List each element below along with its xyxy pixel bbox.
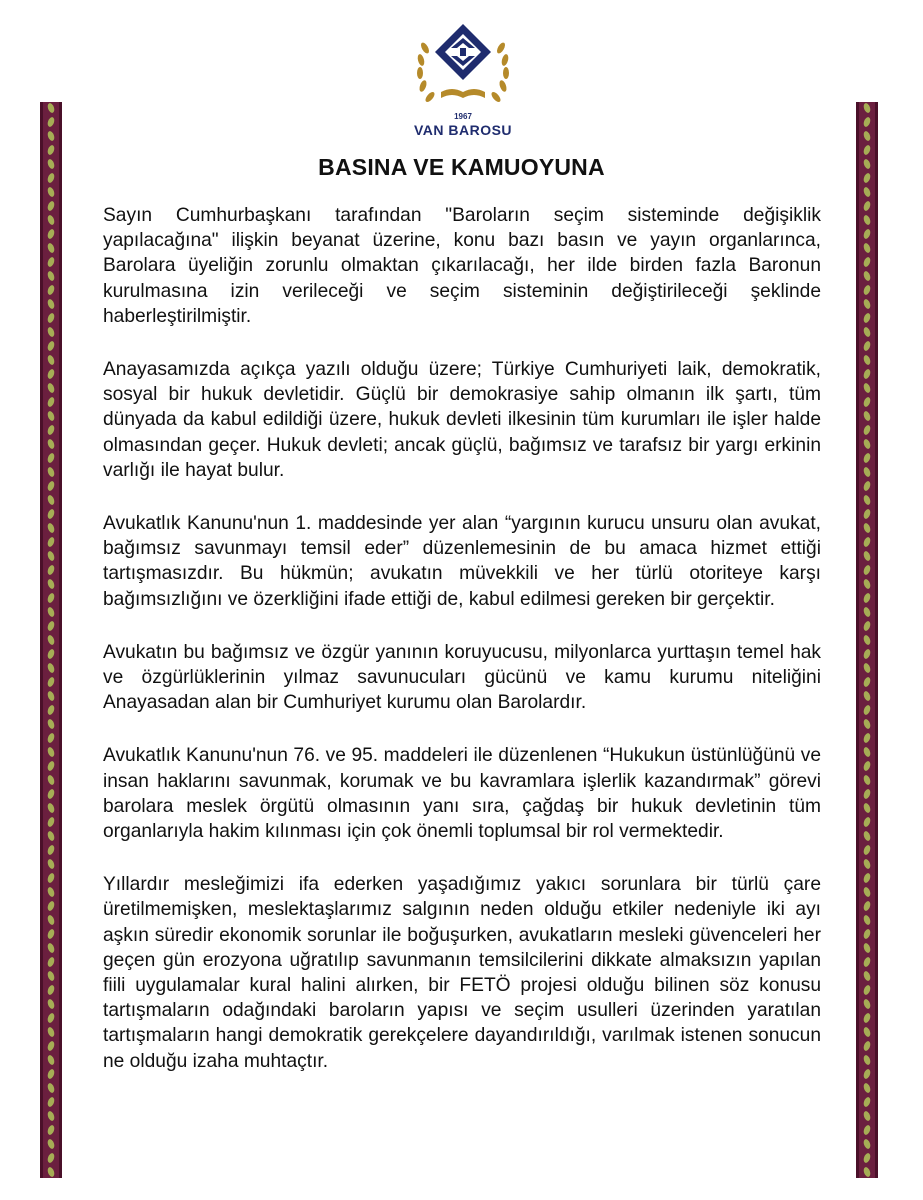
border-leaf-ornament [862,1138,871,1149]
border-leaf-ornament [862,368,871,379]
border-leaf-ornament [46,634,55,645]
border-leaf-ornament [862,270,871,281]
border-leaf-ornament [862,1096,871,1107]
border-leaf-ornament [862,564,871,575]
border-leaf-ornament [46,1054,55,1065]
border-leaf-ornament [46,732,55,743]
border-leaf-ornament [46,228,55,239]
border-leaf-ornament [862,480,871,491]
border-leaf-ornament [46,886,55,897]
border-leaf-ornament [46,340,55,351]
border-leaf-ornament [46,956,55,967]
border-leaf-ornament [862,424,871,435]
border-leaf-ornament [862,116,871,127]
border-leaf-ornament [862,956,871,967]
border-leaf-ornament [862,760,871,771]
border-leaf-ornament [862,536,871,547]
border-leaf-ornament [46,788,55,799]
border-leaf-ornament [46,298,55,309]
border-leaf-ornament [46,102,55,113]
border-leaf-ornament [46,130,55,141]
border-leaf-ornament [862,1054,871,1065]
border-leaf-ornament [46,326,55,337]
logo-year: 1967 [454,112,472,121]
border-leaf-ornament [862,298,871,309]
border-leaf-ornament [46,494,55,505]
border-leaf-ornament [46,900,55,911]
border-leaf-ornament [862,746,871,757]
border-leaf-ornament [46,1138,55,1149]
page-title: BASINA VE KAMUOYUNA [318,154,605,180]
border-leaf-ornament [46,970,55,981]
border-leaf-ornament [862,858,871,869]
border-leaf-ornament [46,704,55,715]
border-leaf-ornament [862,578,871,589]
border-leaf-ornament [862,214,871,225]
border-leaf-ornament [862,1012,871,1023]
border-leaf-ornament [46,690,55,701]
border-leaf-ornament [862,550,871,561]
border-leaf-ornament [862,326,871,337]
border-leaf-ornament [46,116,55,127]
border-leaf-ornament [46,256,55,267]
border-leaf-ornament [862,1124,871,1135]
border-leaf-ornament [46,858,55,869]
border-leaf-ornament [862,410,871,421]
border-leaf-ornament [46,368,55,379]
border-leaf-ornament [862,886,871,897]
border-leaf-ornament [46,424,55,435]
border-leaf-ornament [862,438,871,449]
border-leaf-ornament [46,816,55,827]
border-leaf-ornament [862,102,871,113]
border-leaf-ornament [46,998,55,1009]
border-leaf-ornament [46,480,55,491]
border-leaf-ornament [862,620,871,631]
border-leaf-ornament [46,186,55,197]
right-border-pattern [859,102,875,1178]
border-leaf-ornament [862,928,871,939]
border-leaf-ornament [862,1166,871,1177]
border-leaf-ornament [862,900,871,911]
border-leaf-ornament [862,494,871,505]
border-leaf-ornament [46,214,55,225]
border-leaf-ornament [862,802,871,813]
border-leaf-ornament [862,242,871,253]
left-border-pattern [43,102,59,1178]
border-leaf-ornament [46,550,55,561]
border-leaf-ornament [862,284,871,295]
border-leaf-ornament [862,200,871,211]
paragraph-3: Avukatlık Kanunu'nun 1. maddesinde yer alan “yargının kurucu unsuru olan avukat, bağımsız savunmayı temsil eder” düzenlemesinin de bu amaca hizmet ettiği tartışmasızdır. Bu hükmün; avukatın müvekkili ve her türlü otoriteye karşı bağımsızlığını ve özerkliğini ifade ettiği de, kabul edilmesi gereken bir gerçektir. [103,513,821,610]
border-leaf-ornament [862,1152,871,1163]
border-leaf-ornament [46,382,55,393]
border-leaf-ornament [46,536,55,547]
border-leaf-ornament [862,662,871,673]
paragraph-2: Anayasamızda açıkça yazılı olduğu üzere; Türkiye Cumhuriyeti laik, demokratik, sosyal bir hukuk devletidir. Güçlü bir demokrasiye sahip olmanın ilk şartı, tüm dünyada da kabul edildiği üzere, hukuk devleti ilkesinin tüm kurumları ile işler halde olmasından geçer. Hukuk devleti; ancak güçlü, bağımsız ve tarafsız bir yargı erkinin varlığı ile hayat bulur. [103,359,821,481]
border-leaf-ornament [46,648,55,659]
border-leaf-ornament [46,676,55,687]
border-leaf-ornament [862,522,871,533]
border-leaf-ornament [46,914,55,925]
border-leaf-ornament [862,256,871,267]
border-leaf-ornament [862,788,871,799]
paragraph-5: Avukatlık Kanunu'nun 76. ve 95. maddeleri ile düzenlenen “Hukukun üstünlüğünü ve insan haklarını savunmak, korumak ve bu kavramlara işlerlik kazandırmak” görevi barolara meslek örgütü olmasının yanı sıra, çağdaş bir hukuk devletinin tüm organlarıyla hakim kılınması için çok önemli toplumsal bir rol vermektedir. [103,745,821,843]
border-leaf-ornament [862,382,871,393]
border-leaf-ornament [46,928,55,939]
border-leaf-ornament [46,466,55,477]
border-leaf-ornament [862,130,871,141]
border-leaf-ornament [862,830,871,841]
border-leaf-ornament [46,396,55,407]
border-leaf-ornament [46,270,55,281]
border-leaf-ornament [46,578,55,589]
border-leaf-ornament [862,774,871,785]
border-leaf-ornament [46,1124,55,1135]
border-leaf-ornament [46,1012,55,1023]
border-leaf-ornament [46,452,55,463]
border-leaf-ornament [46,942,55,953]
border-leaf-ornament [46,1068,55,1079]
border-leaf-ornament [46,508,55,519]
border-leaf-ornament [862,466,871,477]
paragraph-4: Avukatın bu bağımsız ve özgür yanının koruyucusu, milyonlarca yurttaşın temel hak ve özgürlüklerinin yılmaz savunucuları gücünü ve kamu kurumu niteliğini Anayasadan alan bir Cumhuriyet kurumu olan Barolardır. [103,641,821,714]
border-leaf-ornament [46,410,55,421]
logo-name: VAN BAROSU [413,122,513,138]
border-leaf-ornament [862,508,871,519]
border-leaf-ornament [46,844,55,855]
border-leaf-ornament [862,914,871,925]
border-leaf-ornament [862,704,871,715]
border-leaf-ornament [46,1026,55,1037]
border-leaf-ornament [862,396,871,407]
border-leaf-ornament [46,284,55,295]
logo-emblem-icon [411,18,515,118]
border-leaf-ornament [862,592,871,603]
border-leaf-ornament [46,1152,55,1163]
border-leaf-ornament [46,1110,55,1121]
border-leaf-ornament [862,816,871,827]
border-leaf-ornament [46,718,55,729]
border-leaf-ornament [862,606,871,617]
border-leaf-ornament [46,606,55,617]
border-leaf-ornament [46,984,55,995]
border-leaf-ornament [862,228,871,239]
border-leaf-ornament [46,1096,55,1107]
statement-body [103,203,821,1074]
border-leaf-ornament [862,942,871,953]
border-leaf-ornament [862,844,871,855]
border-leaf-ornament [862,676,871,687]
border-leaf-ornament [46,354,55,365]
right-decorative-border [856,102,878,1178]
border-leaf-ornament [46,746,55,757]
border-leaf-ornament [862,1040,871,1051]
border-leaf-ornament [862,312,871,323]
border-leaf-ornament [46,522,55,533]
border-leaf-ornament [862,634,871,645]
border-leaf-ornament [46,1040,55,1051]
border-leaf-ornament [46,774,55,785]
border-leaf-ornament [862,984,871,995]
van-barosu-logo [411,18,515,146]
border-leaf-ornament [862,452,871,463]
border-leaf-ornament [862,718,871,729]
border-leaf-ornament [46,872,55,883]
border-leaf-ornament [46,592,55,603]
border-leaf-ornament [46,438,55,449]
border-leaf-ornament [862,340,871,351]
border-leaf-ornament [862,1026,871,1037]
border-leaf-ornament [862,1082,871,1093]
border-leaf-ornament [46,802,55,813]
border-leaf-ornament [862,648,871,659]
border-leaf-ornament [46,662,55,673]
border-leaf-ornament [46,1082,55,1093]
border-leaf-ornament [862,186,871,197]
border-leaf-ornament [46,620,55,631]
border-leaf-ornament [862,690,871,701]
paragraph-1: Sayın Cumhurbaşkanı tarafından "Baroların seçim sisteminde değişiklik yapılacağına" ilişkin beyanat üzerine, konu bazı basın ve yayın organlarınca, Barolara üyeliğin zorunlu olmaktan çıkarılacağı, her ilde birden fazla Baronun kurulmasına izin verileceği ve seçim sisteminin değiştirileceği şeklinde haberleştirilmiştir. [103,205,821,327]
border-leaf-ornament [46,564,55,575]
left-decorative-border [40,102,62,1178]
border-leaf-ornament [862,354,871,365]
border-leaf-ornament [862,998,871,1009]
border-leaf-ornament [46,242,55,253]
border-leaf-ornament [862,1110,871,1121]
border-leaf-ornament [46,1166,55,1177]
border-leaf-ornament [862,872,871,883]
border-leaf-ornament [46,830,55,841]
border-leaf-ornament [46,312,55,323]
paragraph-6: Yıllardır mesleğimizi ifa ederken yaşadığımız yakıcı sorunlara bir türlü çare üretilmemişken, meslektaşlarımız salgının neden olduğu etkiler nedeniyle iki ayı aşkın süredir ekonomik sorunlar ile boğuşurken, avukatların mesleki güvenceleri her geçen gün erozyona uğratılıp savunmanın temsilcilerini dikkate almaksızın yapılan fiili uygulamalar kural halini alırken, bir FETÖ projesi olduğu bilinen söz konusu tartışmaların odağındaki baroların yapısı ve seçim usulleri üzerinden yaratılan tartışmaların hangi demokratik gerekçelere dayandırıldığı, varılmak istenen sonucun ne olduğu izaha muhtaçtır. [103,874,821,1072]
border-leaf-ornament [46,760,55,771]
border-leaf-ornament [862,732,871,743]
border-leaf-ornament [46,200,55,211]
border-leaf-ornament [862,1068,871,1079]
border-leaf-ornament [862,970,871,981]
